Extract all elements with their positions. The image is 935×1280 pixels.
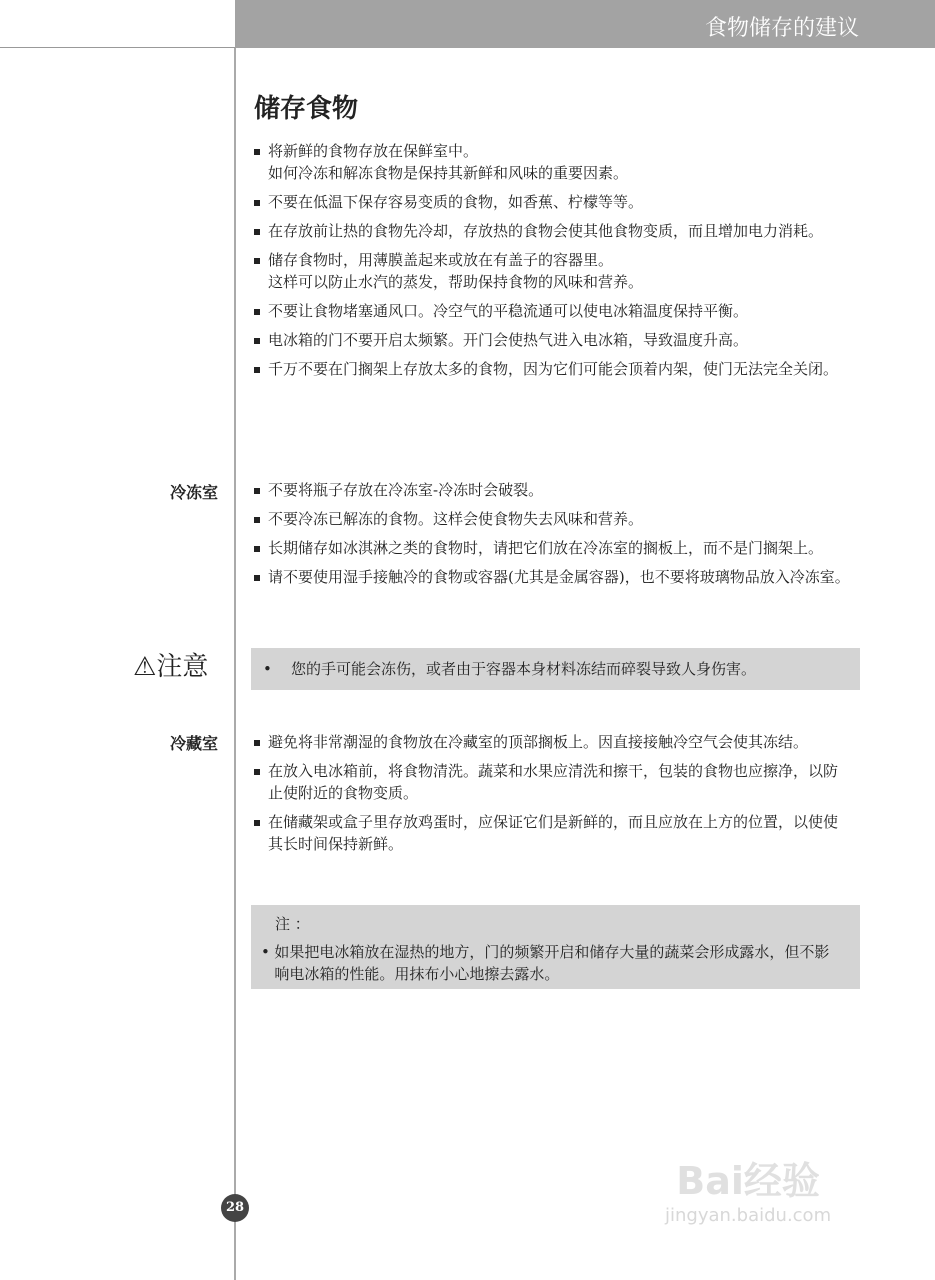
list-item: 请不要使用湿手接触冷的食物或容器(尤其是金属容器)，也不要将玻璃物品放入冷冻室。 xyxy=(252,566,852,588)
list-item: 将新鲜的食物存放在保鲜室中。 如何冷冻和解冻食物是保持其新鲜和风味的重要因素。 xyxy=(252,140,852,184)
list-item: 不要让食物堵塞通风口。冷空气的平稳流通可以使电冰箱温度保持平衡。 xyxy=(252,300,852,322)
list-item: 电冰箱的门不要开启太频繁。开门会使热气进入电冰箱，导致温度升高。 xyxy=(252,329,852,351)
divider xyxy=(234,48,236,1280)
note-text: 如果把电冰箱放在湿热的地方，门的频繁开启和储存大量的蔬菜会形成露水，但不影响电冰箱的性能。用抹布小心地擦去露水。 xyxy=(274,943,830,983)
list-item: 不要冷冻已解冻的食物。这样会使食物失去风味和营养。 xyxy=(252,508,852,530)
caution-heading xyxy=(133,646,208,683)
list-item: 千万不要在门搁架上存放太多的食物，因为它们可能会顶着内架，使门无法完全关闭。 xyxy=(252,358,852,380)
list-item: 不要在低温下保存容易变质的食物，如香蕉、柠檬等等。 xyxy=(252,191,852,213)
list-item: 长期储存如冰淇淋之类的食物时，请把它们放在冷冻室的搁板上，而不是门搁架上。 xyxy=(252,537,852,559)
list-item: 避免将非常潮湿的食物放在冷藏室的顶部搁板上。因直接接触冷空气会使其冻结。 xyxy=(252,731,852,753)
fridge-label: 冷藏室 xyxy=(169,734,218,753)
list-item: 在储藏架或盒子里存放鸡蛋时，应保证它们是新鲜的，而且应放在上方的位置，以使使其长时间保持新鲜。 xyxy=(252,811,852,855)
section-title: 储存食物 xyxy=(254,94,359,124)
warning-icon: ⚠ xyxy=(133,652,157,682)
list-item: 不要将瓶子存放在冷冻室-冷冻时会破裂。 xyxy=(252,479,852,501)
header-title: 食物储存的建议 xyxy=(704,16,859,41)
caution-box xyxy=(251,648,860,690)
note-box xyxy=(251,905,860,989)
note-title: 注 ： xyxy=(275,915,310,933)
list-item: 在放入电冰箱前，将食物清洗。蔬菜和水果应清洗和擦干，包装的食物也应擦净，以防止使附近的食物变质。 xyxy=(252,760,852,804)
general-list xyxy=(252,140,852,387)
page-number: 28 xyxy=(221,1194,249,1222)
divider xyxy=(0,47,235,48)
list-item: 在存放前让热的食物先冷却，存放热的食物会使其他食物变质，而且增加电力消耗。 xyxy=(252,220,852,242)
fridge-list xyxy=(252,731,852,862)
bullet: • xyxy=(263,660,272,678)
bullet: • xyxy=(261,943,270,961)
freezer-label: 冷冻室 xyxy=(169,483,218,502)
watermark xyxy=(665,1150,831,1226)
list-item: 储存食物时，用薄膜盖起来或放在有盖子的容器里。 这样可以防止水汽的蒸发，帮助保持食物的风味和营养。 xyxy=(252,249,852,293)
freezer-list xyxy=(252,479,852,595)
caution-label: 注意 xyxy=(156,652,209,682)
watermark-url: jingyan.baidu.com xyxy=(665,1205,832,1226)
watermark-logo: Bai经验 xyxy=(676,1159,820,1203)
caution-text: 您的手可能会冻伤，或者由于容器本身材料冻结而碎裂导致人身伤害。 xyxy=(291,660,757,678)
header-bar xyxy=(235,0,935,48)
